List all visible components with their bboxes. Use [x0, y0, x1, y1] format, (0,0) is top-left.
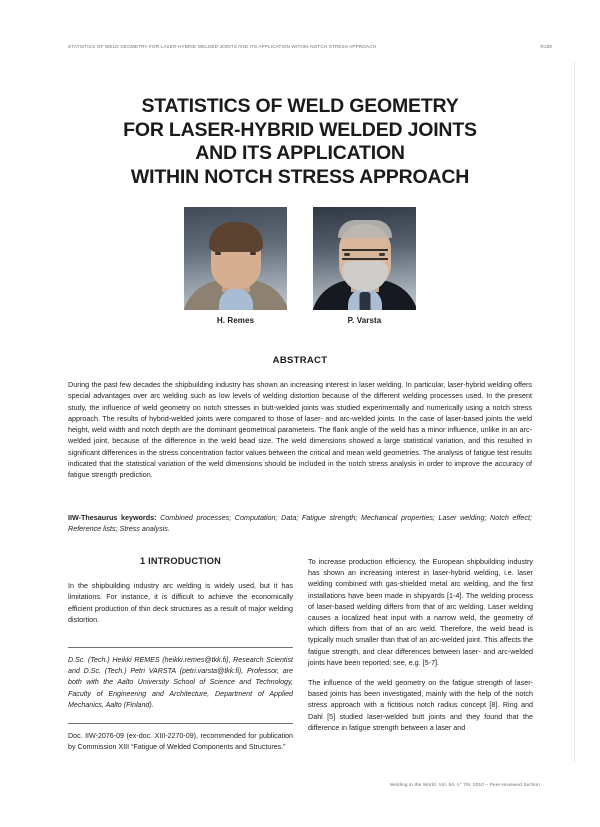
footnote-rule-2: [68, 723, 293, 724]
column-right: [308, 556, 533, 733]
photo-hair: [338, 220, 392, 238]
title-line-2: FOR LASER-HYBRID WELDED JOINTS: [123, 118, 477, 141]
page-title: [60, 95, 540, 189]
photo-eye-right: [250, 252, 256, 255]
photo-glasses: [342, 249, 388, 260]
running-head-page-number: R189: [540, 44, 552, 49]
column-left: [68, 556, 293, 753]
portrait-photo-h-remes: [184, 207, 287, 310]
footnote-rule-1: [68, 647, 293, 648]
paragraph-intro-right-1: To increase production efficiency, the European shipbuilding industry has shown an increasing interest in laser-hybrid welding, i.e. laser welding combined with gas-shielded metal arc welding, and the first installations have been made in shipyards [1-4]. The welding process of laser-based welding differs from that of arc welding. Laser welding causes a localized heat input with a narrow weld, the geometry of which differs from that of an arc weld. Therefore, the weld bead is typically much smaller than that of an arc-welded joint. This affects the fatigue strength, and clear differences between laser- and arc-welded joints have been reported; see, e.g. [5-7].: [308, 557, 533, 667]
portrait-photo-p-varsta: [313, 207, 416, 310]
footnote-affiliation: D.Sc. (Tech.) Heikki REMES (heikki.remes@tkk.fi), Research Scientist and D.Sc. (Tech.) Petri VARSTA (petri.varsta@tkk.fi), Professor, are both with the Aalto University School of Science and Technology, Faculty of Engineering and Architecture, Department of Applied Mechanics, Aalto (Finland).: [68, 656, 293, 709]
author-name-2: P. Varsta: [347, 316, 382, 325]
photo-eye-left: [215, 252, 221, 255]
title-line-3: AND ITS APPLICATION: [195, 142, 405, 165]
page-edge-band: [574, 62, 575, 762]
title-line-1: STATISTICS OF WELD GEOMETRY: [141, 95, 459, 118]
keywords-label: IIW-Thesaurus keywords:: [68, 513, 157, 522]
paragraph-intro-right-2: The influence of the weld geometry on the fatigue strength of laser-based joints has been investigated, mainly with the help of the notch stress approach with a fictitious notch radius concept [8]. Ring and Dahl [5] studied laser-welded butt joints and they found that the difference in fatigue strength between a laser and: [308, 678, 533, 732]
running-head: [68, 44, 552, 49]
footnote-doc-note: Doc. IIW-2076-09 (ex-doc. XIII-2270-09), recommended for publication by Commission XIII “Fatigue of Welded Components and Structures.”: [68, 732, 293, 752]
photo-tie: [359, 292, 370, 310]
paragraph-intro-left-1: In the shipbuilding industry arc welding is widely used, but it has limitations. For instance, it is difficult to achieve the economically efficient production of thin deck structures as a result of major welding distortion.: [68, 581, 293, 624]
keywords-line: [68, 512, 532, 535]
section-heading-introduction: 1 INTRODUCTION: [140, 556, 221, 566]
page-footer: Welding in the World, Vol. 54, n° 7/8, 2010 – Peer-reviewed Section: [389, 783, 540, 788]
keywords-text: Combined processes; Computation; Data; Fatigue strength; Mechanical properties; Laser welding; Notch effect; Reference lists; Stress analysis.: [68, 513, 532, 534]
author-block-1: [184, 207, 287, 325]
abstract-heading: ABSTRACT: [272, 355, 328, 366]
author-block-2: [313, 207, 416, 325]
author-name-1: H. Remes: [216, 316, 255, 325]
running-head-title: STATISTICS OF WELD GEOMETRY FOR LASER-HYBRID WELDED JOINTS AND ITS APPLICATION WITHIN NOTCH STRESS APPROACH: [68, 44, 377, 49]
author-photos: [0, 207, 600, 325]
title-line-4: WITHIN NOTCH STRESS APPROACH: [130, 165, 470, 188]
abstract-body: During the past few decades the shipbuilding industry has shown an increasing interest in laser welding. In particular, laser-hybrid welding offers special advantages over arc welding such as low levels of welding distortion because of the different welding processes used. In the present study, the influence of weld geometry on notch stresses in butt-welded joints was studied experimentally and numerically using a notch stress approach. The results of hybrid-welded joints were compared to those of laser- and arc-welded joints. In the case of laser-based joints the weld height, weld width and notch depth are the dominant geometrical parameters. The flank angle of the weld has a minor influence, unlike in an arc-welded joint, because of the difference in the weld bead size. The weld dimensions showed a large statistical variation, and this resulted in significant differences in the stress concentration factor values between the critical and mean weld geometries. The analysis of fatigue test results indicated that the statistical variation of the weld dimensions should be included in the notch stress analysis in order to improve the accuracy of fatigue strength prediction.: [68, 380, 532, 479]
